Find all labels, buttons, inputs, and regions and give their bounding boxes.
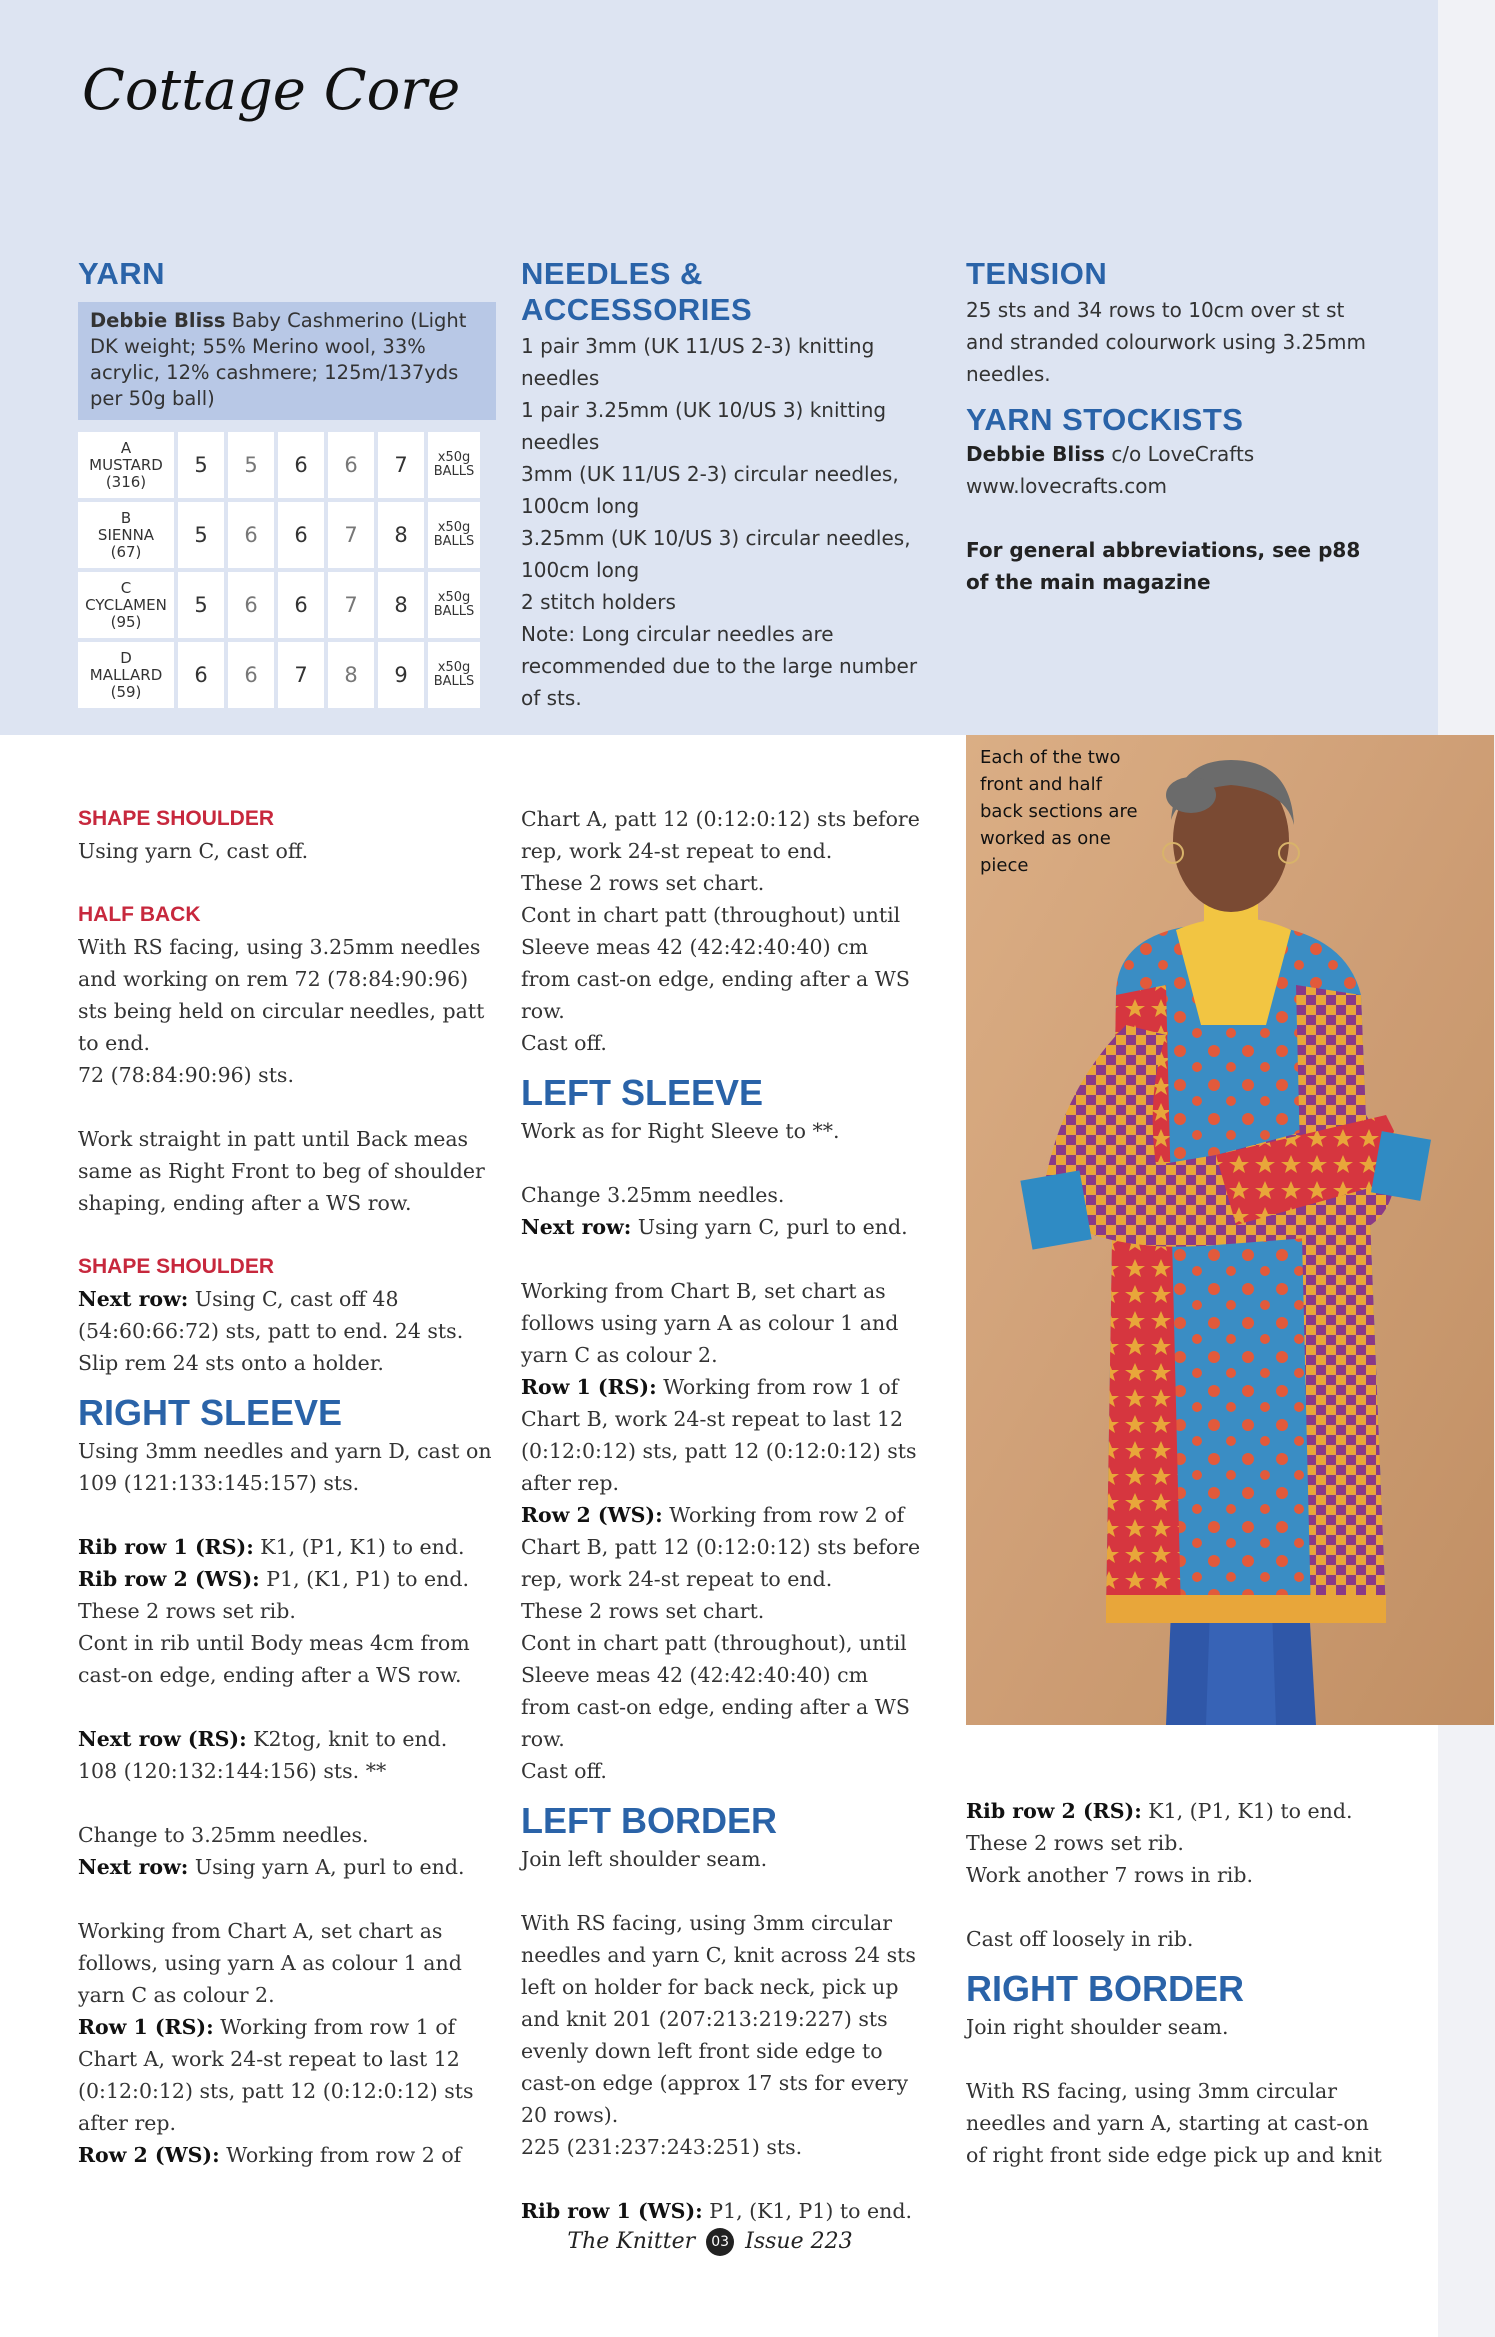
paragraph: Change to 3.25mm needles. bbox=[78, 1823, 369, 1847]
yarn-brand: Debbie Bliss bbox=[90, 309, 226, 332]
paragraph: With RS facing, using 3mm circular needles and yarn A, starting at cast-on of right front side edge pick up and knit bbox=[966, 2079, 1382, 2167]
yarn-ball-count: 6 bbox=[278, 502, 324, 568]
instruction-row bbox=[966, 1795, 1386, 1827]
row-text: Working from row 2 of bbox=[226, 2143, 462, 2167]
paragraph: 72 (78:84:90:96) sts. bbox=[78, 1063, 294, 1087]
row-label: Next row: bbox=[521, 1215, 632, 1239]
yarn-colour-name bbox=[78, 432, 174, 498]
row-label: Rib row 2 (WS): bbox=[78, 1567, 260, 1591]
row-text: Using yarn C, purl to end. bbox=[637, 1215, 908, 1239]
yarn-ball-count: 6 bbox=[228, 572, 274, 638]
yarn-row bbox=[78, 642, 480, 708]
row-text: K1, (P1, K1) to end. bbox=[260, 1535, 465, 1559]
heading-shape-shoulder: SHAPE SHOULDER bbox=[78, 807, 275, 830]
paragraph: Working from Chart B, set chart as follows using yarn A as colour 1 and yarn C as colour 2. bbox=[521, 1279, 899, 1367]
stockists-text bbox=[966, 438, 1386, 470]
yarn-letter: D bbox=[120, 648, 132, 667]
paragraph: Cont in chart patt (throughout), until Sleeve meas 42 (42:42:40:40) cm from cast-on edge, ending after a WS row. bbox=[521, 1631, 910, 1751]
instruction-row bbox=[521, 1211, 921, 1243]
model-photo bbox=[966, 735, 1494, 1725]
instruction-row bbox=[521, 1371, 921, 1499]
yarn-colour-name bbox=[78, 502, 174, 568]
yarn-unit-weight: x50g bbox=[437, 590, 471, 605]
body-column-1 bbox=[78, 803, 496, 2171]
row-text: P1, (K1, P1) to end. bbox=[266, 1567, 469, 1591]
paragraph: 225 (231:237:243:251) sts. bbox=[521, 2135, 803, 2159]
yarn-code: (67) bbox=[110, 542, 142, 561]
instruction-row bbox=[521, 1499, 921, 1595]
footer-issue: Issue 223 bbox=[745, 2229, 853, 2254]
instruction-row bbox=[78, 1531, 496, 1563]
needles-line: 3mm (UK 11/US 2-3) circular needles, 100cm long bbox=[521, 462, 899, 518]
needles-list bbox=[521, 330, 921, 714]
paragraph: With RS facing, using 3mm circular needles and yarn C, knit across 24 sts left on holder for back neck, pick up and knit 201 (207:213:219:227) sts evenly down left front side edge to cast-on edge (approx 17 sts for every 20 rows). bbox=[521, 1911, 916, 2127]
needles-line: 3.25mm (UK 10/US 3) circular needles, 100cm long bbox=[521, 526, 911, 582]
yarn-ball-count: 5 bbox=[178, 572, 224, 638]
yarn-unit-balls: BALLS bbox=[433, 464, 475, 479]
paragraph: Cast off. bbox=[521, 1759, 607, 1783]
row-label: Next row: bbox=[78, 1855, 189, 1879]
paragraph: Change 3.25mm needles. bbox=[521, 1183, 785, 1207]
yarn-code: (95) bbox=[110, 612, 142, 631]
body-column-2 bbox=[521, 803, 921, 2227]
row-text: P1, (K1, P1) to end. bbox=[709, 2199, 912, 2223]
needles-heading: NEEDLES & ACCESSORIES bbox=[521, 256, 753, 327]
row-label: Row 1 (RS): bbox=[78, 2015, 214, 2039]
yarn-unit bbox=[428, 572, 480, 638]
stockists-url[interactable]: www.lovecrafts.com bbox=[966, 474, 1168, 498]
row-text: Working from row 2 of Chart B, patt 12 (0:12:0:12) sts before rep, work 24-st repeat to end. bbox=[521, 1503, 921, 1591]
row-text: Working from row 1 of Chart B, work 24-st repeat to last 12 (0:12:0:12) sts, patt 12 (0:12:0:12) sts after rep. bbox=[521, 1375, 917, 1495]
paragraph: These 2 rows set chart. bbox=[521, 1599, 765, 1623]
yarn-colour-name bbox=[78, 572, 174, 638]
row-label: Row 2 (WS): bbox=[78, 2143, 220, 2167]
row-text: K1, (P1, K1) to end. bbox=[1148, 1799, 1353, 1823]
yarn-ball-count: 6 bbox=[278, 432, 324, 498]
yarn-ball-count: 6 bbox=[278, 572, 324, 638]
needles-line: 1 pair 3.25mm (UK 10/US 3) knitting needles bbox=[521, 398, 887, 454]
yarn-row bbox=[78, 432, 480, 498]
yarn-ball-count: 7 bbox=[378, 432, 424, 498]
instruction-row bbox=[78, 1563, 496, 1595]
yarn-row bbox=[78, 572, 480, 638]
needles-line: 2 stitch holders bbox=[521, 590, 676, 614]
yarn-shade: MALLARD bbox=[89, 665, 163, 684]
yarn-unit-weight: x50g bbox=[437, 450, 471, 465]
instruction-row bbox=[78, 2139, 496, 2171]
yarn-description bbox=[78, 302, 496, 420]
paragraph: Slip rem 24 sts onto a holder. bbox=[78, 1351, 384, 1375]
yarn-unit-balls: BALLS bbox=[433, 534, 475, 549]
paragraph: Using 3mm needles and yarn D, cast on 109 (121:133:145:157) sts. bbox=[78, 1439, 492, 1495]
row-label: Row 2 (WS): bbox=[521, 1503, 663, 1527]
yarn-ball-count: 6 bbox=[228, 502, 274, 568]
yarn-code: (316) bbox=[105, 472, 147, 491]
yarn-unit bbox=[428, 432, 480, 498]
yarn-section bbox=[78, 256, 496, 712]
paragraph: Join left shoulder seam. bbox=[521, 1847, 768, 1871]
heading-half-back: HALF BACK bbox=[78, 903, 201, 926]
footer-magazine: The Knitter bbox=[567, 2229, 696, 2254]
paragraph: Cont in chart patt (throughout) until Sleeve meas 42 (42:42:40:40) cm from cast-on edge, ending after a WS row. bbox=[521, 903, 910, 1023]
tension-text: 25 sts and 34 rows to 10cm over st st and stranded colourwork using 3.25mm needles. bbox=[966, 298, 1367, 386]
paragraph: These 2 rows set rib. bbox=[966, 1831, 1184, 1855]
model-illustration bbox=[966, 735, 1494, 1725]
row-text: K2tog, knit to end. bbox=[253, 1727, 448, 1751]
abbreviations-note: For general abbreviations, see p88 of the main magazine bbox=[966, 538, 1361, 594]
tension-section bbox=[966, 256, 1386, 598]
page-footer bbox=[0, 2228, 1420, 2256]
instruction-row bbox=[78, 2011, 496, 2139]
row-label: Rib row 1 (WS): bbox=[521, 2199, 703, 2223]
stockists-brand-rest: c/o LoveCrafts bbox=[1111, 442, 1255, 466]
needles-line: 1 pair 3mm (UK 11/US 2-3) knitting needles bbox=[521, 334, 875, 390]
yarn-ball-count: 7 bbox=[328, 572, 374, 638]
yarn-unit-weight: x50g bbox=[437, 520, 471, 535]
yarn-unit-balls: BALLS bbox=[433, 604, 475, 619]
paragraph: Join right shoulder seam. bbox=[966, 2015, 1229, 2039]
yarn-ball-count: 5 bbox=[178, 432, 224, 498]
yarn-unit bbox=[428, 642, 480, 708]
stockists-brand: Debbie Bliss bbox=[966, 442, 1105, 466]
yarn-letter: A bbox=[120, 438, 132, 457]
paragraph: Work another 7 rows in rib. bbox=[966, 1863, 1253, 1887]
row-label: Rib row 1 (RS): bbox=[78, 1535, 254, 1559]
yarn-code: (59) bbox=[110, 682, 142, 701]
body-column-3 bbox=[966, 1795, 1386, 2171]
paragraph: These 2 rows set rib. bbox=[78, 1599, 296, 1623]
tension-heading: TENSION bbox=[966, 256, 1108, 291]
yarn-ball-count: 5 bbox=[228, 432, 274, 498]
yarn-ball-count: 8 bbox=[328, 642, 374, 708]
paragraph: Cast off loosely in rib. bbox=[966, 1927, 1194, 1951]
yarn-letter: B bbox=[120, 508, 132, 527]
instruction-row bbox=[78, 1723, 496, 1755]
heading-right-border: RIGHT BORDER bbox=[966, 1968, 1244, 2009]
paragraph: Working from Chart A, set chart as follows, using yarn A as colour 1 and yarn C as colour 2. bbox=[78, 1919, 462, 2007]
yarn-ball-count: 7 bbox=[278, 642, 324, 708]
yarn-ball-count: 6 bbox=[228, 642, 274, 708]
yarn-shade: MUSTARD bbox=[89, 455, 163, 474]
yarn-ball-count: 6 bbox=[328, 432, 374, 498]
yarn-unit bbox=[428, 502, 480, 568]
yarn-colour-name bbox=[78, 642, 174, 708]
row-text: Working from row 1 of Chart A, work 24-st repeat to last 12 (0:12:0:12) sts, patt 12 (0:12:0:12) sts after rep. bbox=[78, 2015, 474, 2135]
yarn-shade: CYCLAMEN bbox=[85, 595, 167, 614]
paragraph: Using yarn C, cast off. bbox=[78, 839, 309, 863]
page-title: Cottage Core bbox=[82, 58, 461, 123]
paragraph: Cast off. bbox=[521, 1031, 607, 1055]
heading-left-sleeve: LEFT SLEEVE bbox=[521, 1072, 764, 1113]
yarn-row bbox=[78, 502, 480, 568]
yarn-ball-count: 8 bbox=[378, 572, 424, 638]
needles-line: Note: Long circular needles are recommended due to the large number of sts. bbox=[521, 622, 918, 710]
yarn-heading: YARN bbox=[78, 256, 165, 291]
paragraph: Cont in rib until Body meas 4cm from cast-on edge, ending after a WS row. bbox=[78, 1631, 470, 1687]
heading-left-border: LEFT BORDER bbox=[521, 1800, 777, 1841]
yarn-ball-count: 7 bbox=[328, 502, 374, 568]
heading-right-sleeve: RIGHT SLEEVE bbox=[78, 1392, 343, 1433]
yarn-details: Baby Cashmerino (Light DK weight; 55% Merino wool, 33% acrylic, 12% cashmere; 125m/137yds per 50g ball) bbox=[90, 309, 467, 410]
yarn-ball-count: 6 bbox=[178, 642, 224, 708]
row-label: Next row: bbox=[78, 1287, 189, 1311]
paragraph: With RS facing, using 3.25mm needles and working on rem 72 (78:84:90:96) sts being held on circular needles, patt to end. bbox=[78, 935, 485, 1055]
row-text: Using yarn A, purl to end. bbox=[194, 1855, 465, 1879]
paragraph: These 2 rows set chart. bbox=[521, 871, 765, 895]
needles-section bbox=[521, 256, 921, 714]
row-label: Next row (RS): bbox=[78, 1727, 247, 1751]
yarn-unit-weight: x50g bbox=[437, 660, 471, 675]
instruction-row bbox=[78, 1851, 496, 1883]
row-label: Rib row 2 (RS): bbox=[966, 1799, 1142, 1823]
instruction-row bbox=[521, 2195, 921, 2227]
page-number-badge: 03 bbox=[706, 2228, 734, 2256]
yarn-ball-count: 9 bbox=[378, 642, 424, 708]
yarn-ball-count: 5 bbox=[178, 502, 224, 568]
yarn-letter: C bbox=[120, 578, 132, 597]
yarn-unit-balls: BALLS bbox=[433, 674, 475, 689]
instruction-row bbox=[78, 1283, 496, 1347]
paragraph: Work straight in patt until Back meas same as Right Front to beg of shoulder shaping, ending after a WS row. bbox=[78, 1127, 485, 1215]
photo-caption: Each of the two front and half back sections are worked as one piece bbox=[980, 747, 1138, 876]
paragraph: Work as for Right Sleeve to **. bbox=[521, 1119, 840, 1143]
row-label: Row 1 (RS): bbox=[521, 1375, 657, 1399]
paragraph: Chart A, patt 12 (0:12:0:12) sts before rep, work 24-st repeat to end. bbox=[521, 807, 920, 863]
paragraph: 108 (120:132:144:156) sts. ** bbox=[78, 1759, 387, 1783]
heading-shape-shoulder: SHAPE SHOULDER bbox=[78, 1255, 275, 1278]
row-text: Using C, cast off 48 (54:60:66:72) sts, patt to end. 24 sts. bbox=[78, 1287, 464, 1343]
yarn-ball-count: 8 bbox=[378, 502, 424, 568]
yarn-shade: SIENNA bbox=[97, 525, 155, 544]
stockists-heading: YARN STOCKISTS bbox=[966, 402, 1244, 437]
yarn-quantity-table bbox=[74, 428, 484, 712]
